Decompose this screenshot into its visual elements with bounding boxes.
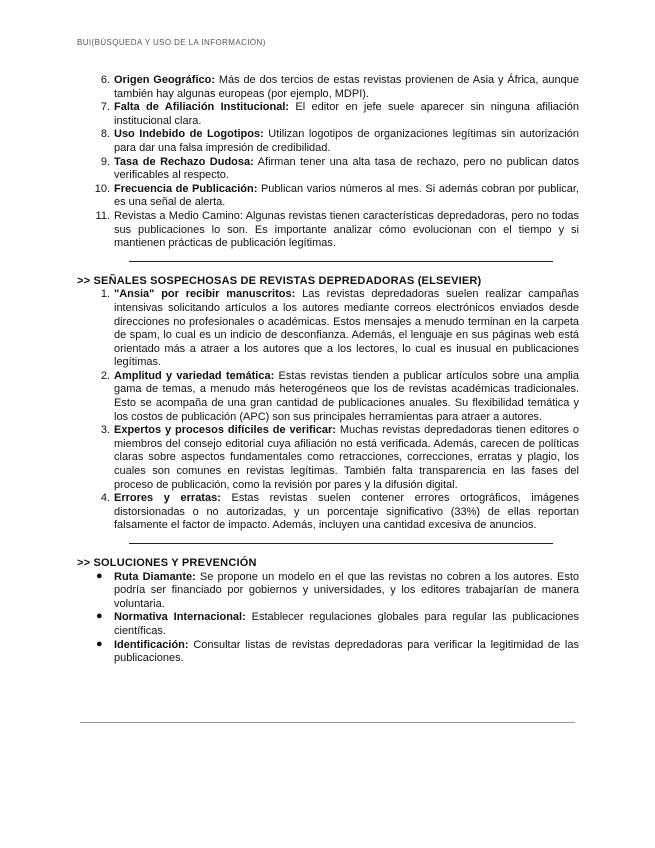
item-text: Publican varios números al mes. Si además cobran por publicar, es una señal de alerta. xyxy=(114,182,579,209)
criteria-list-continued xyxy=(77,74,579,251)
section-divider xyxy=(129,543,553,544)
item-term: Uso Indebido de Logotipos: xyxy=(114,128,264,141)
item-term: Identificación: xyxy=(114,638,189,651)
list-item xyxy=(77,370,579,424)
item-number: 2. xyxy=(100,369,110,382)
section-divider xyxy=(129,261,553,262)
item-number: 7. xyxy=(100,101,110,114)
item-text: Afirman tener una alta tasa de rechazo, pero no publican datos verificables al respecto. xyxy=(114,155,579,182)
bullet-icon: ● xyxy=(96,637,103,650)
item-number: 11. xyxy=(95,209,110,222)
list-item xyxy=(77,101,579,128)
item-term: Normativa Internacional: xyxy=(114,611,246,624)
list-item xyxy=(77,571,579,612)
bullet-icon: ● xyxy=(96,569,103,582)
item-number: 10. xyxy=(94,182,110,195)
item-term: Ruta Diamante: xyxy=(114,570,196,583)
list-item xyxy=(77,128,579,155)
signals-list xyxy=(77,288,579,533)
section-heading-soluciones: >> SOLUCIONES Y PREVENCIÓN xyxy=(77,557,257,569)
item-text: El editor en jefe suele aparecer sin ninguna afiliación institucional clara. xyxy=(114,101,579,127)
item-text: Revistas a Medio Camino: Algunas revistas tienen características depredadoras, pero no todas sus publicaciones lo son. Es importante analizar cómo evolucionan con el tiempo y si mantienen prácticas de publicación legítimas. xyxy=(114,209,579,250)
list-item xyxy=(77,156,579,183)
item-term: Tasa de Rechazo Dudosa: xyxy=(114,155,254,168)
item-term: Expertos y procesos difíciles de verificar: xyxy=(114,424,336,437)
item-term: Falta de Afiliación Institucional: xyxy=(114,101,290,114)
item-term: Origen Geográfico: xyxy=(114,74,216,86)
solutions-list xyxy=(77,571,579,666)
item-number: 3. xyxy=(100,424,110,437)
section-heading-senales: >> SEÑALES SOSPECHOSAS DE REVISTAS DEPREDADORAS (ELSEVIER) xyxy=(77,274,482,287)
item-text: Consultar listas de revistas depredadoras para verificar la legitimidad de las publicaciones. xyxy=(114,638,579,665)
item-number: 8. xyxy=(100,128,110,141)
item-number: 1. xyxy=(100,288,110,301)
footer-rule xyxy=(80,722,575,723)
item-number: 4. xyxy=(100,492,110,505)
running-header: BUI(BÚSQUEDA Y USO DE LA INFORMACIÓN) xyxy=(77,38,266,47)
list-item xyxy=(77,611,579,638)
item-number: 6. xyxy=(100,74,110,86)
item-text: Más de dos tercios de estas revistas provienen de Asia y África, aunque también hay algunas europeas (por ejemplo, MDPI). xyxy=(114,74,579,100)
item-text: Se propone un modelo en el que las revistas no cobren a los autores. Esto podría ser financiado por gobiernos y universidades, y los editores trabajarían de manera voluntaria. xyxy=(114,570,579,610)
list-item xyxy=(77,492,579,533)
list-item xyxy=(77,210,579,251)
item-term: Amplitud y variedad temática: xyxy=(114,369,275,382)
list-item xyxy=(77,424,579,492)
item-text: Estas revistas tienden a publicar artículos sobre una amplia gama de temas, a menudo más heterogéneos que los de revistas académicas tradicionales. Esto se acompaña de una gran cantidad de publicaciones anuales. Su flexibilidad temática y los costos de publicación (APC) son sus principales herramientas para atraer a autores. xyxy=(114,369,579,423)
list-item xyxy=(77,639,579,666)
item-number: 9. xyxy=(100,155,110,168)
list-item xyxy=(77,183,579,210)
item-term: "Ansia" por recibir manuscritos: xyxy=(114,288,296,301)
item-text: Establecer regulaciones globales para regular las publicaciones científicas. xyxy=(114,611,579,637)
bullet-icon: ● xyxy=(96,610,103,623)
item-term: Errores y erratas: xyxy=(114,492,221,505)
item-text: Las revistas depredadoras suelen realizar campañas intensivas solicitando artículos a los autores mediante correos electrónicos enviados desde direcciones no profesionales o académicas. Estos mensajes a menudo terminan en la carpeta de spam, lo cual es un indicio de desconfianza. Además, el lenguaje en sus páginas web está orientado más a atraer a los autores que a los lectores, lo cual es inusual en publicaciones legítimas. xyxy=(114,288,579,369)
item-text: Muchas revistas depredadoras tienen editores o miembros del consejo editorial cuya afiliación no está verificada. Además, carecen de políticas claras sobre aspectos fundamentales como retracciones, correcciones, erratas y plagio, los cuales son comunes en revistas legítimas. También falta transparencia en las fases del proceso de publicación, como la revisión por pares y la difusión digital. xyxy=(114,424,580,491)
item-text: Utilizan logotipos de organizaciones legítimas sin autorización para dar una falsa impresión de credibilidad. xyxy=(114,128,579,154)
item-term: Frecuencia de Publicación: xyxy=(114,182,258,195)
document-body xyxy=(77,74,579,666)
item-text: Estas revistas suelen contener errores ortográficos, imágenes distorsionadas o no autorizadas, y un porcentaje significativo (33%) de ellas reportan falsamente el factor de impacto. Además, incluyen una cantidad excesiva de anuncios. xyxy=(114,492,579,532)
list-item xyxy=(77,74,579,101)
list-item xyxy=(77,288,579,370)
